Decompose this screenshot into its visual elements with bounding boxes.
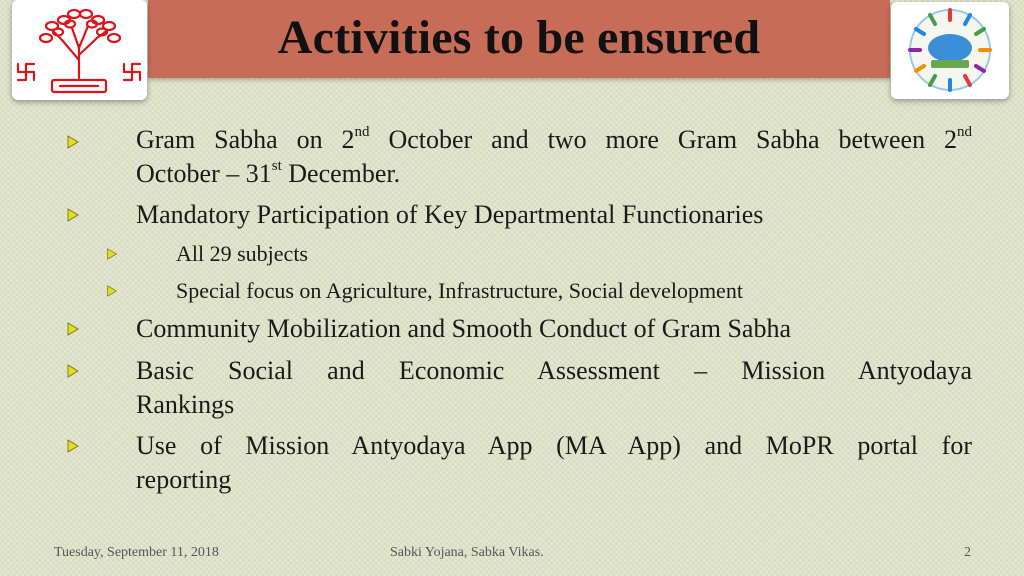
bullet-text: Use of Mission Antyodaya App (MA App) and MoPR portal for [136, 431, 972, 460]
bullet-text: Basic Social and Economic Assessment – Mission Antyodaya [136, 356, 972, 385]
bullet-text: Mandatory Participation of Key Departmental Functionaries [136, 200, 764, 229]
arrow-bullet-icon [66, 208, 80, 222]
sub-bullet-text: Special focus on Agriculture, Infrastructure, Social development [176, 278, 743, 303]
footer-date: Tuesday, September 11, 2018 [54, 545, 219, 560]
slide-title: Activities to be ensured [277, 11, 761, 64]
footer-tagline: Sabki Yojana, Sabka Vikas. [390, 545, 544, 560]
arrow-bullet-icon [106, 285, 118, 297]
arrow-bullet-icon [106, 248, 118, 260]
bullet-text-continued: Rankings [136, 390, 235, 419]
bullet-text: Gram Sabha on 2nd October and two more Gram Sabha between 2nd [136, 124, 972, 154]
bullet-text: Community Mobilization and Smooth Conduct of Gram Sabha [136, 314, 792, 343]
bullet-text-continued: October – 31st December. [136, 158, 401, 188]
arrow-bullet-icon [66, 439, 80, 453]
bullet-text-continued: reporting [136, 465, 232, 494]
sub-bullet-text: All 29 subjects [176, 241, 308, 266]
footer-page-number: 2 [964, 545, 971, 560]
arrow-bullet-icon [66, 135, 80, 149]
arrow-bullet-icon [66, 322, 80, 336]
arrow-bullet-icon [66, 364, 80, 378]
